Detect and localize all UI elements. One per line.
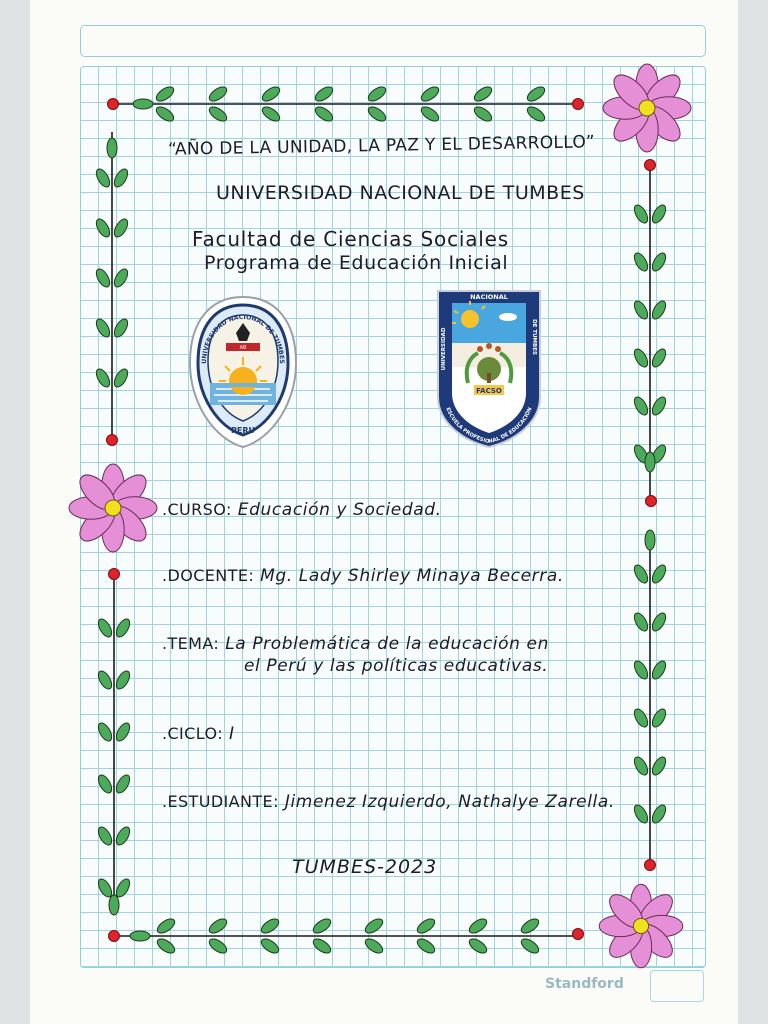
leaf-icon xyxy=(114,721,133,743)
tema-row xyxy=(162,634,549,654)
leaf-icon xyxy=(154,84,176,104)
leaf-icon xyxy=(632,659,651,681)
university-crest-logo xyxy=(186,293,300,451)
leaf-icon xyxy=(419,84,441,104)
leaf-icon xyxy=(363,936,385,956)
leaf-icon xyxy=(415,936,437,956)
leaf-icon xyxy=(472,104,494,124)
leaf-icon xyxy=(112,217,131,239)
ciclo-value: I xyxy=(229,724,235,744)
leaf-icon xyxy=(207,84,229,104)
berry-dot xyxy=(107,435,118,446)
curso-row xyxy=(162,500,442,520)
brand-name: Standford xyxy=(545,976,624,992)
leaf-icon xyxy=(363,916,385,936)
leaf-icon xyxy=(632,203,651,225)
leaf-icon xyxy=(519,936,541,956)
leaf-icon xyxy=(114,773,133,795)
leaf-icon xyxy=(96,721,115,743)
leaf-icon xyxy=(207,916,229,936)
leaf-icon xyxy=(467,916,489,936)
leaf-icon xyxy=(154,104,176,124)
leaf-icon xyxy=(650,659,669,681)
facso-ring-text: ESCUELA PROFESIONAL DE EDUCACIÓN xyxy=(444,406,534,446)
leaf-icon xyxy=(130,931,150,941)
facso-left-text: UNIVERSIDAD xyxy=(441,327,447,371)
berry-dot xyxy=(109,569,120,580)
leaf-icon xyxy=(207,104,229,124)
docente-value: Mg. Lady Shirley Minaya Becerra. xyxy=(260,566,564,586)
leaf-icon xyxy=(632,707,651,729)
leaf-icon xyxy=(94,367,113,389)
berry-dot xyxy=(108,99,119,110)
leaf-icon xyxy=(650,755,669,777)
crest-ring-text: UNIVERSIDAD NACIONAL DE TUMBES xyxy=(200,313,286,364)
estudiante-value: Jimenez Izquierdo, Nathalye Zarella. xyxy=(284,792,615,812)
leaf-icon xyxy=(114,669,133,691)
leaf-icon xyxy=(112,367,131,389)
leaf-icon xyxy=(313,84,335,104)
leaf-icon xyxy=(632,563,651,585)
leaf-icon xyxy=(632,803,651,825)
leaf-icon xyxy=(650,563,669,585)
berry-dot xyxy=(109,931,120,942)
leaf-icon xyxy=(525,104,547,124)
leaf-icon xyxy=(112,167,131,189)
leaf-icon xyxy=(632,347,651,369)
flower-icon xyxy=(599,884,683,968)
leaf-icon xyxy=(311,916,333,936)
leaf-icon xyxy=(650,707,669,729)
leaf-icon xyxy=(259,916,281,936)
leaf-icon xyxy=(632,611,651,633)
berry-dot xyxy=(573,929,584,940)
leaf-icon xyxy=(650,395,669,417)
ciclo-label: .CICLO: xyxy=(162,724,223,743)
leaf-icon xyxy=(415,916,437,936)
city-year: TUMBES-2023 xyxy=(292,856,438,878)
brand-logo xyxy=(545,976,624,992)
svg-text:AB: AB xyxy=(239,345,247,351)
facso-top-text: NACIONAL xyxy=(470,293,508,301)
motto-text: “AÑO DE LA UNIDAD, LA PAZ Y EL DESARROLLO” xyxy=(167,132,596,160)
leaf-icon xyxy=(96,773,115,795)
crest-peru-text: PERU xyxy=(231,426,255,435)
facso-text: FACSO xyxy=(476,387,502,395)
leaf-icon xyxy=(650,803,669,825)
leaf-icon xyxy=(94,317,113,339)
berry-dot xyxy=(645,160,656,171)
notebook-footer-box xyxy=(650,970,704,1002)
leaf-icon xyxy=(96,617,115,639)
tema-value-line1: La Problemática de la educación en xyxy=(225,634,549,654)
leaf-icon xyxy=(96,669,115,691)
leaf-icon xyxy=(366,104,388,124)
leaf-icon xyxy=(260,104,282,124)
leaf-icon xyxy=(650,203,669,225)
leaf-icon xyxy=(519,916,541,936)
tema-label: .TEMA: xyxy=(162,634,220,653)
leaf-icon xyxy=(207,936,229,956)
leaf-icon xyxy=(96,825,115,847)
leaf-icon xyxy=(94,267,113,289)
leaf-icon xyxy=(472,84,494,104)
berry-dot xyxy=(646,496,657,507)
leaf-icon xyxy=(645,452,655,472)
facso-right-text: DE TUMBES xyxy=(531,319,537,355)
leaf-icon xyxy=(632,395,651,417)
ciclo-row xyxy=(162,724,235,744)
leaf-icon xyxy=(650,611,669,633)
curso-value: Educación y Sociedad. xyxy=(237,500,442,520)
leaf-icon xyxy=(645,530,655,550)
leaf-icon xyxy=(112,267,131,289)
leaf-icon xyxy=(114,825,133,847)
berry-dot xyxy=(645,860,656,871)
university-name: UNIVERSIDAD NACIONAL DE TUMBES xyxy=(216,182,585,204)
docente-row xyxy=(162,566,564,586)
leaf-icon xyxy=(632,251,651,273)
flower-icon xyxy=(603,64,691,152)
faculty-name: Facultad de Ciencias Sociales xyxy=(192,227,509,251)
program-name: Programa de Educación Inicial xyxy=(204,252,509,274)
leaf-icon xyxy=(155,916,177,936)
leaf-icon xyxy=(94,217,113,239)
leaf-icon xyxy=(311,936,333,956)
docente-label: .DOCENTE: xyxy=(162,566,255,585)
leaf-icon xyxy=(525,84,547,104)
leaf-icon xyxy=(366,84,388,104)
leaf-icon xyxy=(133,99,153,109)
estudiante-row xyxy=(162,792,615,812)
leaf-icon xyxy=(155,936,177,956)
leaf-icon xyxy=(419,104,441,124)
leaf-icon xyxy=(632,299,651,321)
leaf-icon xyxy=(112,317,131,339)
tema-value-line2: el Perú y las políticas educativas. xyxy=(244,656,549,676)
leaf-icon xyxy=(94,167,113,189)
estudiante-label: .ESTUDIANTE: xyxy=(162,792,279,811)
leaf-icon xyxy=(650,347,669,369)
facso-shield-logo xyxy=(434,287,544,451)
leaf-icon xyxy=(260,84,282,104)
flower-icon xyxy=(69,464,157,552)
leaf-icon xyxy=(107,138,117,158)
leaf-icon xyxy=(632,755,651,777)
berry-dot xyxy=(573,99,584,110)
leaf-icon xyxy=(114,617,133,639)
curso-label: .CURSO: xyxy=(162,500,232,519)
leaf-icon xyxy=(109,895,119,915)
leaf-icon xyxy=(650,251,669,273)
leaf-icon xyxy=(467,936,489,956)
leaf-icon xyxy=(313,104,335,124)
leaf-icon xyxy=(259,936,281,956)
leaf-icon xyxy=(650,299,669,321)
